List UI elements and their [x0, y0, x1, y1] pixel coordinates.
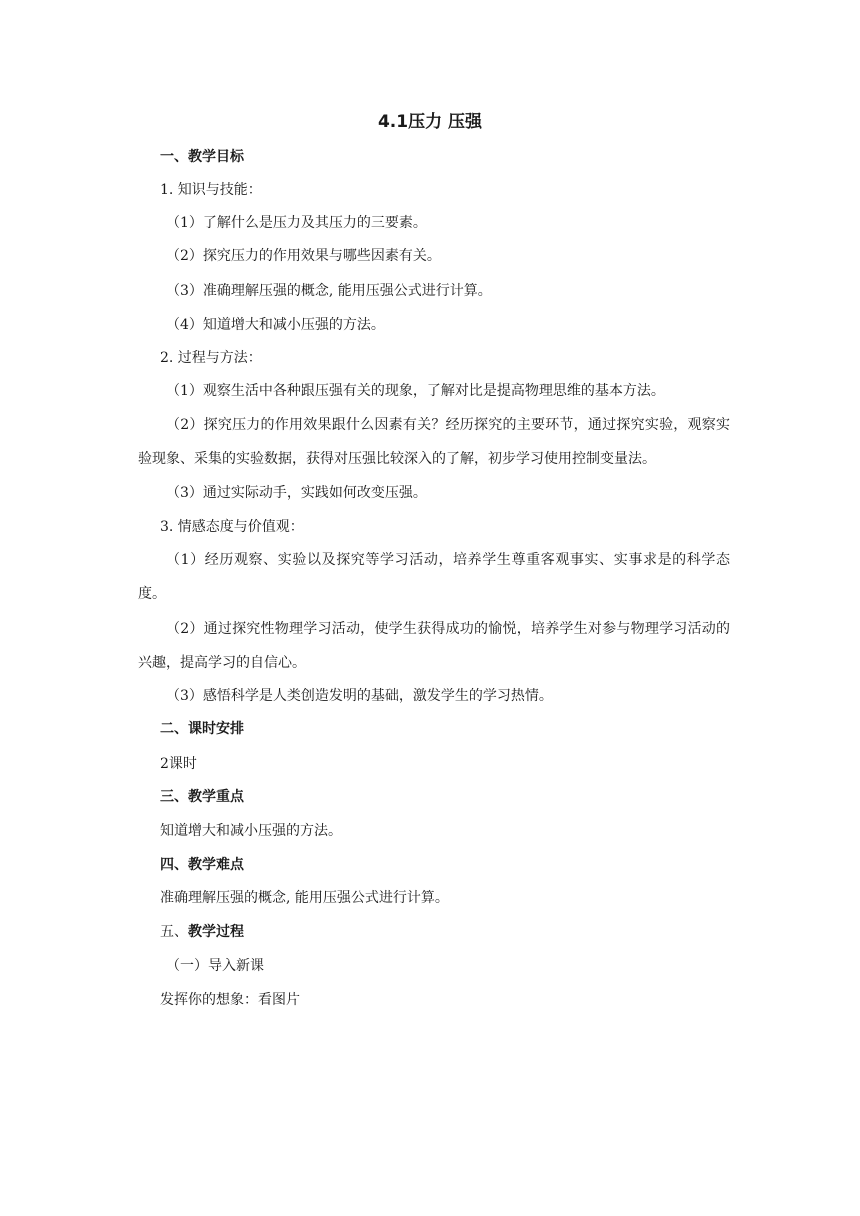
- list-item: （2）探究压力的作用效果与哪些因素有关。: [166, 248, 441, 264]
- section-text: 2课时: [160, 756, 197, 772]
- section-heading-difficulties: 四、教学难点: [160, 857, 244, 873]
- section-heading-schedule: 二、课时安排: [160, 721, 244, 737]
- subheading-attitudes-values: 3. 情感态度与价值观：: [160, 519, 304, 535]
- list-item: （4）知道增大和减小压强的方法。: [166, 317, 385, 333]
- section-number: 五、: [160, 924, 188, 940]
- list-item: （3）感悟科学是人类创造发明的基础，激发学生的学习热情。: [166, 688, 553, 704]
- list-item-paragraph: （1）经历观察、实验以及探究等学习活动，培养学生尊重客观事实、实事求是的科学态度。: [138, 552, 730, 602]
- list-item-paragraph: （2）探究压力的作用效果跟什么因素有关？经历探究的主要环节，通过探究实验，观察实验现象、采集的实验数据，获得对压强比较深入的了解，初步学习使用控制变量法。: [138, 417, 730, 467]
- section-text: 准确理解压强的概念, 能用压强公式进行计算。: [160, 890, 449, 906]
- section-heading-process: [160, 922, 244, 942]
- list-item: （3）准确理解压强的概念, 能用压强公式进行计算。: [166, 283, 492, 299]
- list-item: （1）了解什么是压力及其压力的三要素。: [166, 215, 427, 231]
- list-item: （1）观察生活中各种跟压强有关的现象，了解对比是提高物理思维的基本方法。: [166, 383, 665, 399]
- list-item-paragraph: （2）通过探究性物理学习活动，使学生获得成功的愉悦，培养学生对参与物理学习活动的兴趣，提高学习的自信心。: [138, 621, 730, 671]
- section-heading-label: 教学过程: [188, 924, 244, 940]
- subheading-introduction: （一）导入新课: [166, 958, 264, 974]
- section-text: 知道增大和减小压强的方法。: [160, 823, 342, 839]
- subheading-knowledge-skills: 1. 知识与技能：: [160, 182, 262, 198]
- section-text: 发挥你的想象：看图片: [160, 992, 300, 1008]
- document-title: 4.1压力 压强: [377, 112, 483, 132]
- section-heading-objectives: 一、教学目标: [160, 149, 244, 165]
- subheading-process-methods: 2. 过程与方法：: [160, 350, 262, 366]
- section-heading-key-points: 三、教学重点: [160, 789, 244, 805]
- list-item: （3）通过实际动手，实践如何改变压强。: [166, 485, 427, 501]
